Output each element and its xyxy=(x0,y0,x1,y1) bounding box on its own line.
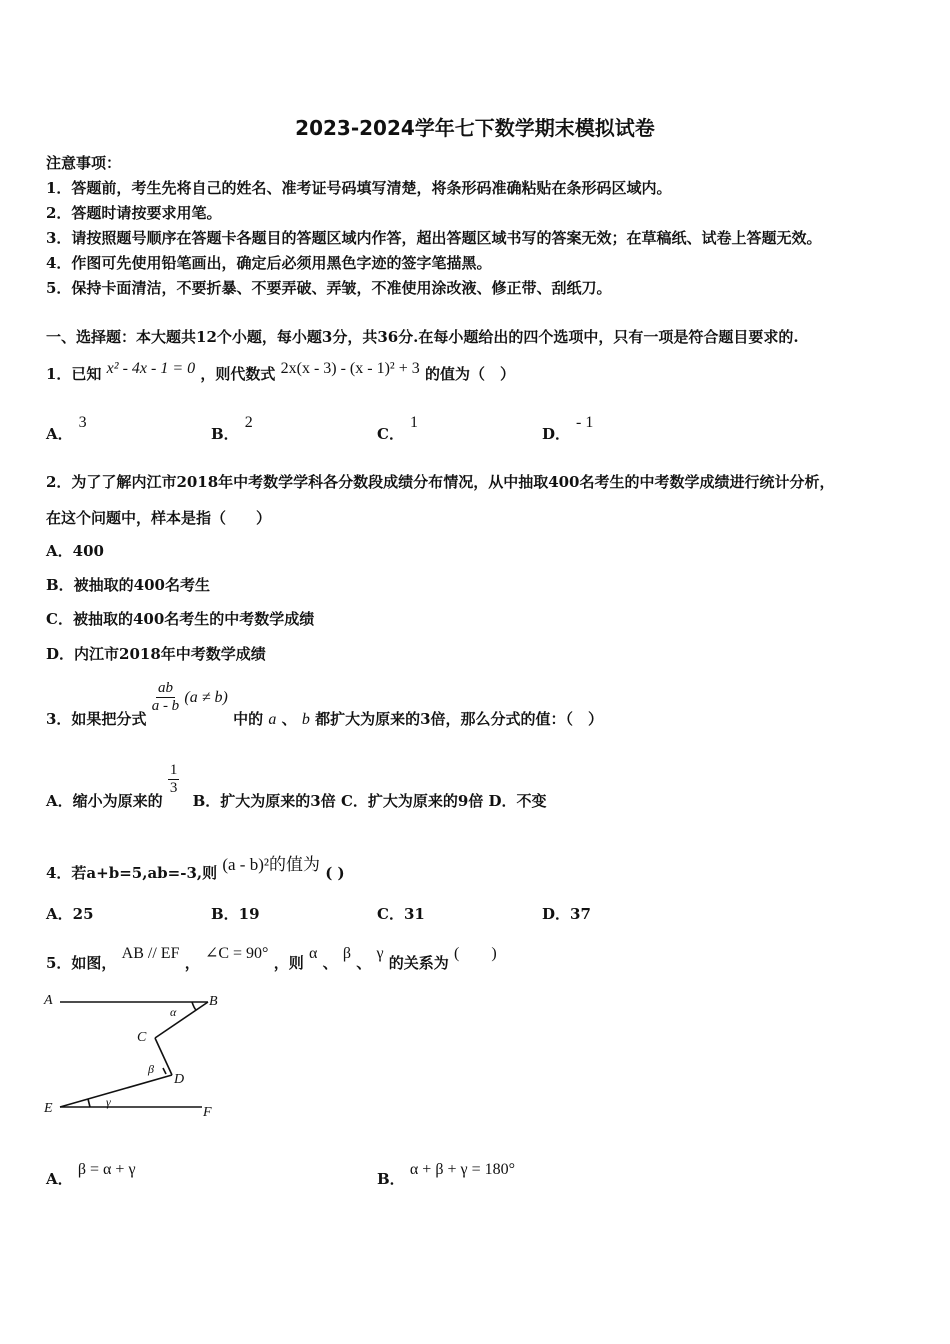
q2-option-c: C．被抽取的400名考生的中考数学成绩 xyxy=(46,610,315,628)
notice-heading: 注意事项： xyxy=(46,154,122,172)
label-alpha: α xyxy=(170,1005,177,1019)
angle-beta-arc xyxy=(163,1068,166,1074)
line-bc xyxy=(155,1002,208,1038)
q2-option-b: B．被抽取的400名考生 xyxy=(46,576,210,594)
notice-item: 3．请按照题号顺序在答题卡各题目的答题区域内作答，超出答题区域书写的答案无效；在草稿纸、试卷上答题无效。 xyxy=(46,229,822,247)
option-label: D． xyxy=(542,425,571,443)
q5-comma: ， xyxy=(184,954,200,972)
question-4 xyxy=(46,855,345,883)
label-gamma: γ xyxy=(106,1095,111,1109)
q1-option-b xyxy=(211,414,253,444)
q5-figure xyxy=(40,985,230,1125)
label-f: F xyxy=(203,1105,212,1120)
question-1 xyxy=(46,360,515,384)
option-label: B． xyxy=(377,1170,405,1188)
q3-opt-den: 3 xyxy=(169,780,178,796)
q3-mid2: 都扩大为原来的3倍，那么分式的值：（ ） xyxy=(315,709,604,728)
q3-frac-den: a - b xyxy=(151,698,180,714)
label-beta: β xyxy=(148,1062,154,1076)
label-c: C xyxy=(137,1030,147,1045)
q1-expression: 2x(x - 3) - (x - 1)² + 3 xyxy=(280,360,420,377)
q3-option-a-fraction xyxy=(168,762,180,797)
page-title: 2023-2024学年七下数学期末模拟试卷 xyxy=(295,116,655,140)
q3-mid1: 中的 xyxy=(233,709,264,728)
option-label: A． xyxy=(46,1170,73,1188)
q3-option-rest: B．扩大为原来的3倍 C．扩大为原来的9倍 D．不变 xyxy=(192,791,547,810)
notice-item: 5．保持卡面清洁，不要折暴、不要弄破、弄皱，不准使用涂改液、修正带、刮纸刀。 xyxy=(46,279,612,297)
q3-var-a: a xyxy=(268,710,277,728)
option-value: 2 xyxy=(244,414,253,431)
option-value: 3 xyxy=(78,414,87,431)
q3-frac-num: ab xyxy=(157,680,173,696)
q3-options xyxy=(46,762,547,810)
question-3 xyxy=(46,680,604,728)
notice-item: 2．答题时请按要求用笔。 xyxy=(46,204,222,222)
q1-prefix: 1．已知 xyxy=(46,365,102,383)
q1-option-c xyxy=(377,414,418,444)
option-value: β = α + γ xyxy=(77,1161,136,1178)
option-value: - 1 xyxy=(576,414,594,431)
q4-suffix: ( ) xyxy=(325,864,345,882)
label-b: B xyxy=(209,994,218,1009)
section-heading: 一、选择题：本大题共12个小题，每小题3分，共36分.在每小题给出的四个选项中，只有一项是符合题目要求的. xyxy=(46,328,799,346)
q5-mid: ，则 xyxy=(273,954,304,972)
q5-sep1: 、 xyxy=(322,954,338,972)
angle-alpha-arc xyxy=(192,1002,196,1010)
q2-option-a: A．400 xyxy=(46,542,104,560)
question-2-line1: 2．为了了解内江市2018年中考数学学科各分数段成绩分布情况，从中抽取400名考生的中考数学成绩进行统计分析， xyxy=(46,473,835,491)
q2-option-d: D．内江市2018年中考数学成绩 xyxy=(46,645,266,663)
option-value: α + β + γ = 180° xyxy=(409,1161,515,1178)
q5-alpha: α xyxy=(308,945,318,962)
q3-fraction xyxy=(152,680,180,715)
q1-option-d xyxy=(542,414,594,444)
question-5 xyxy=(46,945,497,973)
q5-condition-parallel: AB // EF xyxy=(121,945,180,962)
q4-expression: (a - b)²的值为 xyxy=(222,855,320,874)
option-value: 1 xyxy=(409,414,418,431)
q5-beta: β xyxy=(342,945,351,962)
q5-gamma: γ xyxy=(376,945,384,962)
q3-condition: (a ≠ b) xyxy=(184,688,228,706)
q1-suffix: 的值为（ ） xyxy=(424,365,515,383)
q5-sep2: 、 xyxy=(356,954,372,972)
label-d: D xyxy=(174,1072,185,1087)
line-de xyxy=(60,1075,172,1107)
q3-opt-num: 1 xyxy=(169,762,178,778)
q3-prefix: 3．如果把分式 xyxy=(46,709,147,728)
q4-prefix: 4．若a+b=5,ab=-3,则 xyxy=(46,864,218,882)
option-label: C． xyxy=(377,425,404,443)
notice-item: 4．作图可先使用铅笔画出，确定后必须用黑色字迹的签字笔描黑。 xyxy=(46,254,492,272)
q5-condition-angle: ∠C = 90° xyxy=(204,945,269,962)
q5-paren: ( ) xyxy=(454,945,497,962)
q4-option-b: B．19 xyxy=(211,905,260,923)
q3-sep: 、 xyxy=(281,709,297,728)
label-e: E xyxy=(44,1101,53,1116)
option-label: B． xyxy=(211,425,239,443)
q3-option-a: A．缩小为原来的 xyxy=(46,791,163,810)
q4-option-c: C．31 xyxy=(377,905,425,923)
q1-mid: ，则代数式 xyxy=(200,365,276,383)
notice-item: 1．答题前，考生先将自己的姓名、准考证号码填写清楚，将条形码准确粘贴在条形码区域内。 xyxy=(46,179,672,197)
question-2-line2: 在这个问题中，样本是指（ ） xyxy=(46,509,272,527)
option-label: A． xyxy=(46,425,73,443)
angle-gamma-arc xyxy=(88,1099,90,1107)
label-a: A xyxy=(44,993,53,1008)
q4-option-d: D．37 xyxy=(542,905,591,923)
q5-option-a xyxy=(46,1161,136,1189)
q5-option-b xyxy=(377,1161,515,1189)
q1-option-a xyxy=(46,414,87,444)
q4-option-a: A．25 xyxy=(46,905,94,923)
q3-var-b: b xyxy=(301,710,310,728)
q5-prefix: 5．如图， xyxy=(46,954,117,972)
q1-equation: x² - 4x - 1 = 0 xyxy=(106,360,196,377)
q5-suffix: 的关系为 xyxy=(388,954,449,972)
